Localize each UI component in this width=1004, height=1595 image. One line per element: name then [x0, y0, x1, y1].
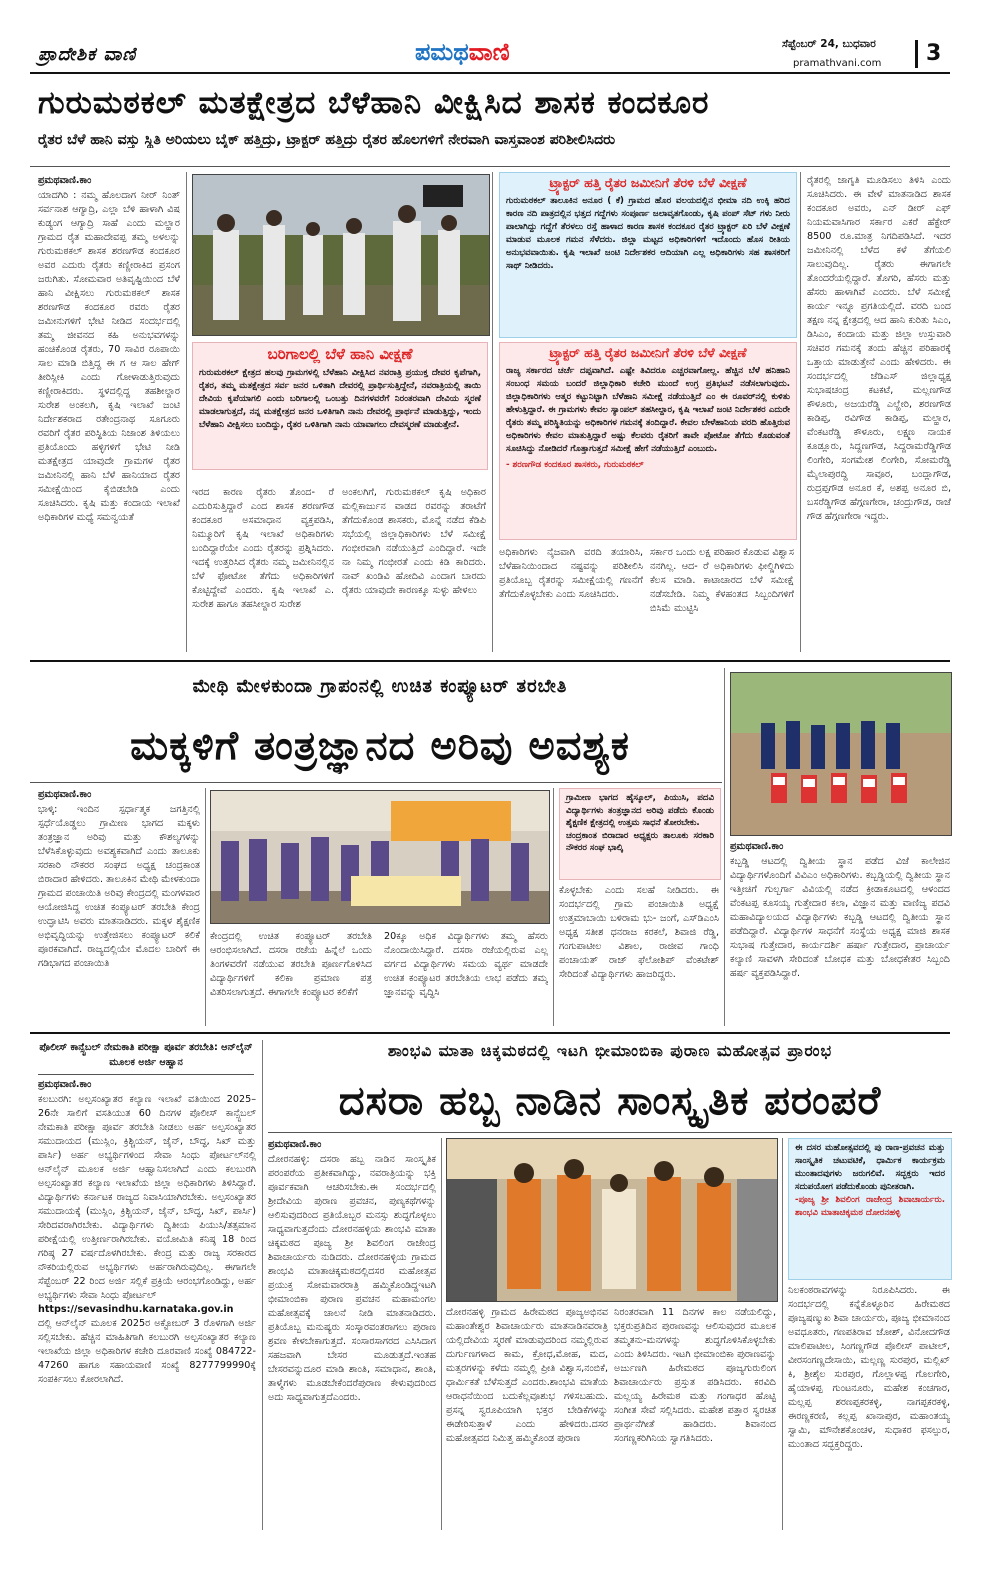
tractor-box-attribution: - ಶರಣಗೌಡ ಕಂದಕೂರ ಶಾಸಕರು, ಗುರುಮಠಕಲ್	[506, 460, 644, 470]
story2-body-1: ಭಾಳ್ಕಿ: ಇಂದಿನ ಸ್ಪರ್ಧಾತ್ಮಕ ಜಗತ್ತಿನಲ್ಲಿ ಸ್ಪರ್ಧೆಯೊಡ್ಡಲು ಗ್ರಾಮೀಣ ಭಾಗದ ಮಕ್ಕಳು ತಂತ್ರಜ್ಞಾನ ಅರಿವು ಮತ್ತು ಕೌಶಲ್ಯಗಳನ್ನು ಬೆಳೆಸಿಕೊಳ್ಳುವುದು ಅವಶ್ಯಕವಾಗಿದೆ ಎಂದು ತಾಲೂಕು ಸರಕಾರಿ ನೌಕರರ ಸಂಘದ ಅಧ್ಯಕ್ಷ ಚಂದ್ರಕಾಂತ ಬಿರಾದಾರ ಹೇಳಿದರು. ತಾಲೂಕಿನ ಮೇಥಿ ಮೇಳಕುಂದಾ ಗ್ರಾಮದ ಪಂಚಾಯಿತಿ ಅರಿವು ಕೇಂದ್ರದಲ್ಲಿ ಮಂಗಳವಾರ ಆಯೋಜಿಸಿದ್ದ ಉಚಿತ ಕಂಪ್ಯೂಟರ್ ತರಬೇತಿ ಕೇಂದ್ರ ಉದ್ಘಾಟಿಸಿ ಅವರು ಮಾತನಾಡಿದರು. ಮಕ್ಕಳ ಶೈಕ್ಷಣಿಕ ಅಭಿವೃದ್ಧಿಯನ್ನು ಉತ್ತೇಜಿಸಲು ಕಂಪ್ಯೂಟರ್ ಕಲಿಕೆ ಪೂರಕವಾಗಿದೆ. ರಾಜ್ಯದಲ್ಲಿಯೇ ಮೊದಲ ಬಾರಿಗೆ ಈ ಗಡಿಭಾಗದ ಪಂಚಾಯಿತಿ	[38, 804, 200, 969]
edition-label: ಪ್ರಾದೇಶಿಕ ವಾಣಿ	[38, 44, 137, 65]
story3-text	[730, 840, 950, 1026]
story1-crop-inspection-photo	[192, 174, 490, 336]
story1-tractor-box	[499, 342, 797, 540]
story3-dateline: ಪ್ರಮಥವಾಣಿ.ಕಾಂ	[730, 841, 784, 852]
story5-body-1: ದೋರನಹಳ್ಳಿ: ದಸರಾ ಹಬ್ಬ ನಾಡಿನ ಸಾಂಸ್ಕೃತಿಕ ಪರಂಪರೆಯ ಪ್ರತೀಕವಾಗಿದ್ದು, ನವರಾತ್ರಿಯನ್ನು ಭಕ್ತಿ ಪೂರ್ವಕವಾಗಿ ಆಚರಿಸಬೇಕು.ಈ ಸಂದರ್ಭದಲ್ಲಿ ಶ್ರೀದೇವಿಯ ಪುರಾಣ ಪ್ರವಚನ, ಪುಣ್ಯಕಥೆಗಳನ್ನು ಆಲಿಸುವುದರಿಂದ ಪ್ರತಿಯೊಬ್ಬರ ಮನಸ್ಸು ಶುದ್ಧಗೊಳ್ಳಲು ಸಾಧ್ಯವಾಗುತ್ತದೆಂದು ದೋರನಹಳ್ಳಿಯ ಶಾಂಭವಿ ಮಾತಾ ಚಿಕ್ಕಮಠದ ಪೂಜ್ಯ ಶ್ರೀ ಶಿವಲಿಂಗ ರಾಜೇಂದ್ರ ಶಿವಾಚಾರ್ಯರು ನುಡಿದರು. ದೋರನಹಳ್ಳಿಯ ಗ್ರಾಮದ ಶಾಂಭವಿ ಮಾತಾಚಿಕ್ಕಮಠದಲ್ಲಿದಸರ ಮಹೋತ್ಸವ ಪ್ರಯುಕ್ತ ಸೋಮವಾರರಾತ್ರಿ ಹಮ್ಮಿಕೊಂಡಿದ್ದಇಟಗಿ ಭೀಮಾಂಬಿಕಾ ಪುರಾಣ ಪ್ರವಚನ ಮಹಾಮಂಗಲ ಮಹೋತ್ಸವಕ್ಕೆ ಚಾಲನೆ ನೀಡಿ ಮಾತನಾಡಿದರು. ಪ್ರತಿಯೊಬ್ಬ ಮನುಷ್ಯರು ಸಂಸ್ಕಾರವಂತರಾಗಲು ಪುರಾಣ ಶ್ರವಣ ಕೇಳಬೇಕಾಗುತ್ತದೆ. ಸಂಸಾರಸಾಗರದ ಎಸಿಸಿದಾಗ ಸಹಜವಾಗಿ ಬೇಸರ ಮೂಡುತ್ತದೆ.ಇಂತಹ ಬೇಸರವನ್ನುದೂರ ಮಾಡಿ ಶಾಂತಿ, ಸಮಾಧಾನ, ಶಾಂತಿ, ತಾಳ್ಮೆಗಳು ಮೂಡಬೇಕೆಂದರೆಪುರಾಣ ಕೇಳುವುದರಿಂದ ಅದು ಸಾಧ್ಯವಾಗುತ್ತದೆಎಂದರು.	[268, 1154, 436, 1403]
newspaper-logo	[415, 38, 510, 66]
story5-kicker: ಶಾಂಭವಿ ಮಾತಾ ಚಿಕ್ಕಮಠದಲ್ಲಿ ಇಟಗಿ ಭೀಮಾಂಬಿಕಾ ಪುರಾಣ ಮಹೋತ್ಸವ ಪ್ರಾರಂಭ	[387, 1042, 833, 1060]
story5-column-2: ದೋರನಹಳ್ಳಿ ಗ್ರಾಮದ ಹಿರೇಮಠದ ಪೂಜ್ಯಅಭಿನವ ಮಹಾಂತೇಶ್ವರ ಶಿವಾಚಾರ್ಯರು ಮಾತನಾಡಿನವರಾತ್ರಿ ಯಲ್ಲಿದೇವಿಯ ಸ್ಮರಣೆ ಮಾಡುವುದರಿಂದ ನಮ್ಮಲ್ಲಿರುವ ದುರ್ಗುಣಗಳಾದ ಕಾಮ, ಕ್ರೋಧ,ಮೋಹ, ಮದ, ಮತ್ಸರಗಳನ್ನು ಕಳೆದು ನಮ್ಮಲ್ಲಿ ಪ್ರೀತಿ ವಿಶ್ವಾಸ,ನಂಬಿಕೆ, ಧಾರ್ಮಿಕತೆ ಬೆಳೆಸುತ್ತದೆ ಎಂದರು.ಶಾಂಭವಿ ಮಾತೆಯ ಆರಾಧನೆಯಿಂದ ಬದುಕೆಲ್ಲವೂಶುಭ ಗಳಿಸಬಹುದು. ಪ್ರಸನ್ನ ಸ್ವರೂಪಿಯಾಗಿ ಭಕ್ತರ ಬೇಡಿಕೆಗಳನ್ನು ಈಡೇರಿಸುತ್ತಾಳೆ ಎಂದು ಹೇಳಿದರು.ದಸರ ಮಹೋತ್ಸವದ ನಿಮಿತ್ತ ಹಮ್ಮಿಕೊಂಡ ಪುರಾಣ	[446, 1307, 608, 1444]
story2-quote-box	[559, 788, 721, 880]
story5-quote-text: ಈ ದಸರ ಮಹೋತ್ಸವದಲ್ಲಿ ಪು ರಾಣ-ಪ್ರವಚನ ಮತ್ತು ಸಾಂಸ್ಕೃತಿಕ ಚಟುವಟಿಕೆ, ಧಾರ್ಮಿಕ ಕಾರ್ಯಕ್ರಮ ಮುಂತಾದವುಗಳು ಜರುಗಲಿವೆ. ಸದ್ಭಕ್ತರು ಇದರ ಸದುಪಯೋಗ ಪಡೆದುಕೊಂಡು ಪುನೀತರಾಗಿ.	[795, 1143, 945, 1192]
tractor-box-text: ರಾಜ್ಯ ಸರ್ಕಾರದ ಚರ್ಚೆ ದಪ್ಪವಾಗಿದೆ. ಎಷ್ಟೇ ತಿವಿದರೂ ಎಚ್ಚರವಾಗೋಲ್ಲ. ಹೆಚ್ಚಿನ ಬೆಳೆ ಹನಿಹಾನಿ ಸಂಬಂಧ ಸಮಯ ಬಂದರೆ ಜಿಲ್ಲಾಧಿಕಾರಿ ಕಚೇರಿ ಮುಂದೆ ಉಗ್ರ ಪ್ರತಿಭಟನೆ ನಡೆಸಲಾಗುವುದು. ಜಿಲ್ಲಾಧಿಕಾರಿಗಳು ಆತ್ಮರ ಕಟ್ಟುನಿಟ್ಟಾಗಿ ಬೆಳೆಹಾನಿ ಸಮೀಕ್ಷೆ ನಡೆಯುತ್ತಿದೆ ಎಂ ಈ ರೂವರ್‌ನಲ್ಲಿ ಕುಳಿತು ಹೇಳುತ್ತಿದ್ದಾರೆ. ಈ ಗ್ರಾಮಗಳು ಕೇವಲ ಸ್ಯಾಂಪಲ್ ತಹಸೀಲ್ದಾರ, ಕೃಷಿ ಇಲಾಖೆ ಜಂಟಿ ನಿರ್ದೇಶಕರ ಎದುರೇ ರೈತರು ತಮ್ಮ ಪರಿಸ್ಥಿತಿಯನ್ನು ಅಧಿಕಾರಿಗಳ ಗಮನಕ್ಕೆ ತಂದಿದ್ದಾರೆ. ಕೇವಲ ಬೇಳೆಹಾನಿಯ ವರದಿ ಹೊತ್ತಿರುವ ಅಧಿಕಾರಿಗಳು ಕೇವಲ ಮಾತುತ್ತಿದ್ದಾರೆ ಅಷ್ಟು ಕೆಲವರು ರೈತರಿಗೆ ತಾವೇ ಪೋಟೋ ತೆಗೆದು ಕೊಡುವಂತೆ ಸೂಚಿಸಿದ್ದು ನೋಡಿದರೆ ಗೊತ್ತಾಗುತ್ತದೆ ಸಮೀಕ್ಷೆ ಹೇಗೆ ನಡೆಯುತ್ತಿದೆ ಎಂಬುದು.	[506, 366, 790, 454]
story1-column-4: ಅಧಿಕಾರಿಗಳು ನೈಜವಾಗಿ ವರದಿ ತಯಾರಿಸಿ, ಬೆಳೆಹಾನಿಯಿಂದಾದ ನಷ್ಟವನ್ನು ಪರಿಶೀಲಿಸಿ ಪ್ರತಿಯೊಬ್ಬ ರೈತರನ್ನು ಸಮೀಕ್ಷೆಯಲ್ಲಿ ಗಣನೆಗೆ ತೆಗೆದುಕೊಳ್ಳಬೇಕು ಎಂದು ಸೂಚಿಸಿದರು.	[499, 547, 643, 600]
story1-subheadline: ರೈತರ ಬೆಳೆ ಹಾನಿ ವಸ್ತು ಸ್ಥಿತಿ ಅರಿಯಲು ಬೈಕ್ ಹತ್ತಿದ್ರು, ಟ್ರಾಕ್ಟರ್ ಹತ್ತಿದ್ರು ರೈತರ ಹೊಲಗಳಿಗೆ ನೇರವಾಗಿ ವಾಸ್ತವಾಂಶ ಪರಿಶೀಲಿಸಿದರು	[38, 132, 616, 148]
story2-column-4: ಕೊಳ್ಳಬೇಕು ಎಂದು ಸಲಹೆ ನೀಡಿದರು. ಈ ಸಂದರ್ಭದಲ್ಲಿ ಗ್ರಾಮ ಪಂಚಾಯಿತಿ ಅಧ್ಯಕ್ಷೆ ಉತ್ತಮಾಬಾಯಿ ಬಳಿರಾಮ ಭು- ಜಂಗೆ, ಎಸ್‌ಡಿಎಂಸಿ ಅಧ್ಯಕ್ಷ ಸತೀಶ ಧನರಾಜ ಕರಕಲೆ, ಶಿವಾಜಿ ರೆಡ್ಡಿ, ಗಂಗುಪಾಟೀಲ ವಿಶಾಲ, ರಾಜೀವ ಗಾಂಧಿ ಪಂಚಾಯತ್ ರಾಜ್ ಫೆಲೋಶಿಪ್ ವೆಂಕಟೇಶ್ ಸೇರಿದಂತೆ ವಿದ್ಯಾರ್ಥಿಗಳು ಹಾಜರಿದ್ದರು.	[559, 885, 719, 980]
story1-column-3: ಅಂಕಲಗಿಗೆ, ಗುರುಮಠಕಲ್ ಕೃಷಿ ಅಧಿಕಾರ ಮಲ್ಲಿಕಾರ್ಜುನ ವಾಡದ ರವರನ್ನು ತರಾಟೆಗೆ ತೆಗೆದುಕೊಂಡ ಶಾಸಕರು, ಮೊನ್ನೆ ನಡೆದ ಕೆಡಿಪಿ ಸಭೆಯಲ್ಲಿ ಜಿಲ್ಲಾಧಿಕಾರಿಗಳು ಬೆಳೆ ಸಮೀಕ್ಷೆ ಗಂಭೀರವಾಗಿ ನಡೆಯುತ್ತಿದೆ ಎಂದಿದ್ದಾರೆ. ಇದೇ ನಾ ನಿಮ್ಮ ಗಂಭೀರತೆ ಎಂದು ಕಿಡಿ ಕಾರಿದರು. ನಾವ್ ಖಂಡಿವಿ ಹೋದಿವಿ ಎಂದಾಗ ಬಾರದು ರೈತರು ಯಾವುದೇ ಕಾರಣಕ್ಕೂ ಸುಳ್ಳು ಹೇಳಲು	[342, 487, 486, 596]
blue-box-title: ಟ್ರ್ಯಾಕ್ಟರ್ ಹತ್ತಿ ರೈತರ ಜಮೀನಿಗೆ ತೆರಳಿ ಬೆಳೆ ವೀಕ್ಷಣೆ	[549, 175, 747, 190]
story1-column-5: ಸರ್ಕಾರ ಒಂದು ಲಕ್ಷ ಪರಿಹಾರ ಕೊಡುವ ವಿಶ್ವಾಸ ನನಗಿಲ್ಲ. ಆದ- ರೆ ಅಧಿಕಾರಿಗಳು ಫೀಲ್ಡಿಗಿಳಿದು ಕೆಲಸ ಮಾಡಿ. ಕಾಟಾಚಾರದ ಬೆಳೆ ಸಮೀಕ್ಷೆ ನಡೆಸಬೇಡಿ. ನಿಮ್ಮ ಕೆಳಹಂತದ ಸಿಬ್ಬಂದಿಗಳಿಗೆ ಬಿಸಿಮೆ ಮುಟ್ಟಿಸಿ	[650, 547, 794, 614]
story4-url[interactable]: https://sevasindhu.karnataka.gov.in	[38, 1304, 234, 1315]
page-number: 3	[915, 40, 941, 68]
logo-part-pamatha: ಪಮಥ	[415, 38, 469, 66]
story5-column-1	[268, 1138, 436, 1528]
story1-body-1: ಯಾದಗಿರಿ : ನಮ್ಮ ಹೊಲದಾಗ ನೀರ್ ನಿಂತ್ ಸರ್ವನಾಶ ಆಗ್ಯಾದ್ರಿ, ಎಲ್ಲಾ ಬೆಳಿ ಹಾಳಾಗಿ ವಿಷ ಕುಡ್ಯಂಗ ಆಗ್ಯಾದ್ರಿ ಸಾಹೆ ಎಂದು ಮಲ್ಹಾರ ಗ್ರಾಮದ ರೈತ ಮಹಾದೇವಪ್ಪ ತಮ್ಮ ಅಳಲನ್ನು ಗುರುಮಠಕಲ್ ಶಾಸಕ ಶರಣಗೌಡ ಕಂದಕೂರ ಅವರ ಎದುರು ರೈತರು ಕಣ್ಣೀರಾಕಿದ ಪ್ರಸಂಗ ಜರುಗಿತು. ಸೋಮವಾರ ಅತಿವೃಷ್ಟಿಯಿಂದ ಬೆಳೆ ಹಾನಿ ವೀಕ್ಷಿಸಲು ಗುರುಮಠಕಲ್ ಶಾಸಕ ಶರಣಗೌಡ ಕಂದಕೂರ ರವರು ರೈತರ ಜಮೀನುಗಳಿಗೆ ಭೇಟಿ ನೀಡಿದ ಸಂದರ್ಭದಲ್ಲಿ ತಮ್ಮ ಜೀವನದ ಕಹಿ ಅನುಭವಗಳನ್ನು ಹಂಚಿಕೊಂಡ ರೈತರು, 70 ಸಾವಿರ ರೂಪಾಯಿ ಸಾಲ ಮಾಡಿ ಬಿತ್ತಿದ್ದ ಈ ಗ ಆ ಸಾಲ ಹೇಗ್ ತೀರಿಸ್ಲೀಕಿ ಎಂದು ಗೋಳಾಡುತ್ತಿರುವುದು ಕಣ್ಣೀರಾಕಿದರು. ಸ್ಥಳದಲ್ಲಿದ್ದ ತಹಶೀಲ್ದಾರ ಸುರೇಶ ಅಂಕಲಗಿ, ಕೃಷಿ ಇಲಾಖೆ ಜಂಟಿ ನಿರ್ದೇಶಕರಾದ ರತೇಂದ್ರನಾಥ ಸೂಗೂರು ರವರಿಗೆ ರೈತರ ಪರಿಸ್ಥಿತಿಯ ನಿಜಾಂಶ ತಿಳಿಯಲು ಪ್ರತಿಯೊಂದು ಹಳ್ಳಿಗಳಿಗೆ ಭೇಟಿ ನೀಡಿ ಮತಕ್ಷೇತ್ರದ ಯಾವುದೇ ಗ್ರಾಮಗಳ ರೈತರ ಜಮೀನಿನಲ್ಲಿ ಹಾನಿ ಬೆಳೆ ಹಾನಿಯಾದ ರೈತರ ಸಮೀಕ್ಷೆಯಿಂದ ಕೈಬಿಡಬೇಡಿ ಎಂದು ಸೂಚಿಸಿದರು. ಕೃಷಿ ಮತ್ತು ಕಂದಾಯ ಇಲಾಖೆ ಅಧಿಕಾರಿಗಳ ಮಧ್ಯೆ ಸಮನ್ವಯತೆ	[38, 190, 180, 523]
story2-dateline: ಪ್ರಮಥವಾಣಿ.ಕಾಂ	[38, 789, 92, 800]
story5-quote-box	[788, 1138, 952, 1280]
blue-box-text: ಗುರುಮಠಕಲ್ ತಾಲೂಕಿನ ಅನೂರ ( ಕೆ) ಗ್ರಾಮದ ಹೊರ ವಲಯದಲ್ಲಿನ ಭೀಮಾ ನದಿ ಉಕ್ಕಿ ಹರಿದ ಕಾರಣ ನದಿ ಪಾತ್ರದಲ್ಲಿನ ಭತ್ತದ ಗದ್ದೆಗಳು ಸಂಪೂರ್ಣ ಜಲಾವೃತಗೊಂಡು, ಕೃಷಿ ಪಂಪ್ ಸೆಟ್ ಗಳು ನೀರು ಪಾಲಾಗಿದ್ದು ಗದ್ದೆಗೆ ತೆರಳಲು ರಸ್ತೆ ಹಾಳಾದ ಕಾರಣ ಶಾಸಕ ಕಂದಕೂರ ರೈತರ ಟ್ರ್ಯಾಕ್ಟರ್ ಏರಿ ಬೆಳೆ ವೀಕ್ಷಣೆ ಮಾಡುವ ಮೂಲಕ ಗಮನ ಸೆಳೆದರು. ಜಿಲ್ಲಾ ಮಟ್ಟದ ಅಧಿಕಾರಿಗಳಿಗೆ ಇದೊಂದು ಹೊಸ ರೀತಿಯ ಅನುಭವವಾಯಿತು. ಕೃಷಿ ಇಲಾಖೆ ಜಂಟಿ ನಿರ್ದೇಶಕರ ಆದಿಯಾಗಿ ಎಲ್ಲ ಅಧಿಕಾರಿಗಳು ಸಹ ಶಾಸಕರಿಗೆ ಸಾಥ್ ನೀಡಿದರು.	[506, 196, 790, 271]
story4-dateline: ಪ್ರಮಥವಾಣಿ.ಕಾಂ	[38, 1079, 92, 1090]
story2-computer-training-photo	[210, 790, 550, 924]
story5-dateline: ಪ್ರಮಥವಾಣಿ.ಕಾಂ	[268, 1139, 322, 1150]
story4-body	[38, 1078, 256, 1522]
story5-ceremony-photo	[446, 1138, 778, 1302]
story1-column-2: ಇರದ ಕಾರಣ ರೈತರು ತೊಂದ- ರೆ ಎದುರಿಸುತ್ತಿದ್ದಾರೆ ಎಂದ ಶಾಸಕ ಶರಣಗೌಡ ಕಂದಕೂರ ಅಸಮಾಧಾನ ವ್ಯಕ್ತಪಡಿಸಿ, ನಿಮ್ಮೂರಿಗೆ ಕೃಷಿ ಇಲಾಖೆ ಅಧಿಕಾರಿಗಳು ಬಂದಿದ್ದಾರೆಯೇ ಎಂದು ರೈತರನ್ನು ಪ್ರಶ್ನಿಸಿದರು. ಇದಕ್ಕೆ ಉತ್ತರಿಸಿದ ರೈತರು ನಮ್ಮ ಜಮೀನಿನಲ್ಲಿನ ಬೆಳೆ ಫೋಟೋ ತೆಗೆದು ಅಧಿಕಾರಿಗಳಿಗೆ ಕೊಟ್ಟಿದ್ದೇವೆ ಎಂದರು. ಕೃಷಿ ಇಲಾಖೆ ಎ. ಸುರೇಶ ಹಾಗೂ ತಹಸೀಲ್ದಾರ ಸುರೇಶ	[192, 487, 334, 610]
story2-kicker: ಮೇಥಿ ಮೇಳಕುಂದಾ ಗ್ರಾಪಂನಲ್ಲಿ ಉಚಿತ ಕಂಪ್ಯೂಟರ್ ತರಬೇತಿ	[192, 676, 568, 697]
story5-column-4: ನಿಲಕಂಠರಾವಗಳನ್ನು ನಿರೂಪಿಸಿದರು. ಈ ಸಂದರ್ಭದಲ್ಲಿ ಕನ್ನೆಕೊಳ್ಳೂರಿನ ಹಿರೇಮಠದ ಪೂಜ್ಯಷಣ್ಮುಖ ಶಿವಾ ಚಾರ್ಯರು, ಪೂಜ್ಯ ಭೀಮಾನಂದ ಅವಧೂತರು, ಗಣಪತಿರಾವ ಜೋಶ್, ವಿನೋದಗೌಡ ಮಾಲಿಪಾಟೀಲ, ಸಿಂಗಣ್ಣಗೌಡ ಪೊಲೀಸ್ ಪಾಟೀಲ್, ವೀರಸಂಗಣ್ಣದೇಸಾಯಿ, ಮಲ್ಲಣ್ಣ ಸುರಪುರ, ಮಲ್ಲಿಖ್ ಕಿ, ಶ್ರೀಶೈಲ ಸುರಪುರ, ಗೊಲ್ಲಾಳಪ್ಪ ಗೊಲಗೇರಿ, ಹೈಯಾಳಪ್ಪ ಗುಂಟನೂರು, ಮಹೇಶ ಕಂಚಗಾರ, ಮಲ್ಲಪ್ಪ ಶರಣಪ್ಪಕರಕಳ್ಳಿ, ನಾಗಪ್ಪಕರಕಳ್ಳಿ, ಈರಣ್ಣಕರಣಿ, ಕಲ್ಲಪ್ಪ ಖಾನಾಪುರ, ಮಹಾಂತಯ್ಯ ಸ್ವಾಮಿ, ಮೌನೇಶಕೊಂಚಳ, ಸುಧಾಕರ ಫಸಲ್ಪುರ, ಮುಂತಾದ ಸದ್ಭಕ್ತರಿದ್ದರು.	[788, 1285, 950, 1450]
story1-blue-box	[499, 172, 797, 338]
story2-quote-text: ಗ್ರಾಮೀಣ ಭಾಗದ ಹೈಸ್ಕೂಲ್, ಪಿಯುಸಿ, ಪದವಿ ವಿದ್ಯಾರ್ಥಿಗಳು ತಂತ್ರಜ್ಞಾನದ ಅರಿವು ಪಡೆದು ಕೊಂಡು ಶೈಕ್ಷಣಿಕ ಕ್ಷೇತ್ರದಲ್ಲಿ ಉತ್ತಮ ಸಾಧನೆ ತೋರಬೇಕು.	[566, 793, 714, 828]
story2-headline: ಮಕ್ಕಳಿಗೆ ತಂತ್ರಜ್ಞಾನದ ಅರಿವು ಅವಶ್ಯಕ	[130, 723, 630, 769]
story1-pink-box	[192, 342, 488, 470]
story1-dateline: ಪ್ರಮಥವಾಣಿ.ಕಾಂ	[38, 175, 92, 186]
story1-headline: ಗುರುಮಠಕಲ್ ಮತಕ್ಷೇತ್ರದ ಬೆಳೆಹಾನಿ ವೀಕ್ಷಿಸಿದ ಶಾಸಕ ಕಂದಕೂರ	[38, 85, 710, 121]
story2-column-2: ಕೇಂದ್ರದಲ್ಲಿ ಉಚಿತ ಕಂಪ್ಯೂಟರ್ ತರಬೇತಿ ಆರಂಭಿಸಲಾಗಿದೆ. ದಸರಾ ರಜೆಯ ಹಿನ್ನೆಲೆ ಒಂದು ತಿಂಗಳವರೆಗೆ ನಡೆಯುವ ತರಬೇತಿ ಪೂರ್ಣಗೊಳಿಸಿದ ವಿದ್ಯಾರ್ಥಿಗಳಿಗೆ ಕಲಿಕಾ ಪ್ರಮಾಣ ಪತ್ರ ವಿತರಿಸಲಾಗುತ್ತದೆ. ಈಗಾಗಲೇ ಕಂಪ್ಯೂಟರ ಕಲಿಕೆಗೆ	[210, 931, 372, 998]
story4-text-a: ಕಲಬುರಗಿ: ಅಲ್ಪಸಂಖ್ಯಾತರ ಕಲ್ಯಾಣ ಇಲಾಖೆ ವತಿಯಿಂದ 2025–26ನೇ ಸಾಲಿಗೆ ವಸತಿಯುತ 60 ದಿನಗಳ ಪೊಲೀಸ್ ಕಾನ್ಸ್ಟೆಬಲ್ ನೇಮಕಾತಿ ಪರೀಕ್ಷಾ ಪೂರ್ವ ತರಬೇತಿ ನೀಡಲು ಅರ್ಹ ಅಲ್ಪಸಂಖ್ಯಾತರ ಸಮುದಾಯದ (ಮುಸ್ಲಿಂ, ಕ್ರಿಶ್ಚಿಯನ್, ಜೈನ್, ಬೌದ್ಧ, ಸಿಖ್ ಮತ್ತು ಪಾರ್ಸಿ) ಅರ್ಹ ಅಭ್ಯರ್ಥಿಗಳಿಂದ ಸೇವಾ ಸಿಂಧು ಪೋರ್ಟಲ್‌ನಲ್ಲಿ ಆನ್‌ಲೈನ್ ಮೂಲಕ ಅರ್ಜಿ ಆಹ್ವಾನಿಸಲಾಗಿದೆ ಎಂದು ಕಲಬುರಗಿ ಅಲ್ಪಸಂಖ್ಯಾತರ ಕಲ್ಯಾಣ ಇಲಾಖೆಯ ಜಿಲ್ಲಾ ಅಧಿಕಾರಿಗಳು ತಿಳಿಸಿದ್ದಾರೆ. ವಿದ್ಯಾರ್ಥಿಗಳು ಕರ್ನಾಟಕ ರಾಜ್ಯದ ನಿವಾಸಿಯಾಗಿರಬೇಕು. ಅಲ್ಪಸಂಖ್ಯಾತರ ಸಮುದಾಯಕ್ಕೆ (ಮುಸ್ಲಿಂ, ಕ್ರಿಶ್ಚಿಯನ್, ಜೈನ್, ಬೌದ್ಧ, ಸಿಖ್, ಪಾರ್ಸಿ) ಸೇರಿದವರಾಗಿರಬೇಕು. ವಿದ್ಯಾರ್ಥಿಗಳು ದ್ವಿತೀಯ ಪಿಯುಸಿ/ತತ್ಸಮಾನ ಪರೀಕ್ಷೆಯಲ್ಲಿ ಉತ್ತೀರ್ಣರಾಗಿರಬೇಕು. ವಯೋಮಿತಿ ಕನಿಷ್ಠ 18 ರಿಂದ ಗರಿಷ್ಠ 27 ವರ್ಷದೊಳಗಿರಬೇಕು. ಕೇಂದ್ರ ಮತ್ತು ರಾಜ್ಯ ಸರಕಾರದ ನೌಕರಿಯಲ್ಲಿರುವ ಅಭ್ಯರ್ಥಿಗಳು ಅರ್ಹರಾಗಿರುವುದಿಲ್ಲ. ಈಗಾಗಲೇ ಸೆಪ್ಟೆಂಬರ್ 22 ರಿಂದ ಅರ್ಜಿ ಸಲ್ಲಿಕೆ ಪ್ರಕ್ರಿಯೆ ಆರಂಭಗೊಂಡಿದ್ದು, ಅರ್ಹ ಅಭ್ಯರ್ಥಿಗಳು ಸೇವಾ ಸಿಂಧು ಪೋರ್ಟಲ್	[38, 1094, 256, 1301]
kabaddi-team-photo	[730, 672, 952, 836]
website-link[interactable]: pramathvani.com	[793, 58, 882, 69]
logo-part-vani: ವಾಣಿ	[468, 38, 510, 66]
tractor-box-title: ಟ್ರ್ಯಾಕ್ಟರ್ ಹತ್ತಿ ರೈತರ ಜಮೀನಿಗೆ ತೆರಳಿ ಬೆಳೆ ವೀಕ್ಷಣೆ	[549, 345, 747, 360]
story4-text-b: ದಲ್ಲಿ ಆನ್‌ಲೈನ್ ಮೂಲಕ 2025ರ ಅಕ್ಟೋಬರ್ 3 ರೊಳಗಾಗಿ ಅರ್ಜಿ ಸಲ್ಲಿಸಬೇಕು. ಹೆಚ್ಚಿನ ಮಾಹಿತಿಗಾಗಿ ಕಲಬುರಗಿ ಅಲ್ಪಸಂಖ್ಯಾತರ ಕಲ್ಯಾಣ ಇಲಾಖೆಯ ಜಿಲ್ಲಾ ಅಧಿಕಾರಿಗಳ ಕಚೇರಿ ದೂರವಾಣಿ ಸಂಖ್ಯೆ 084722-47260 ಹಾಗೂ ಸಹಾಯವಾಣಿ ಸಂಖ್ಯೆ 8277799990ಕ್ಕೆ ಸಂಪರ್ಕಿಸಲು ಕೋರಲಾಗಿದೆ.	[38, 1318, 256, 1385]
story2-quote-attribution: ಚಂದ್ರಕಾಂತ ಬಿರಾದಾರ ಅಧ್ಯಕ್ಷರು ತಾಲೂಕು ಸರಕಾರಿ ನೌಕರರ ಸಂಘ ಭಾಲ್ಕಿ	[566, 830, 714, 853]
issue-date: ಸೆಪ್ಟೆಂಬರ್ 24, ಬುಧವಾರ	[782, 38, 876, 50]
story2-column-1	[38, 788, 200, 1024]
story2-column-3: 20ಕ್ಕೂ ಅಧಿಕ ವಿದ್ಯಾರ್ಥಿಗಳು ತಮ್ಮ ಹೆಸರು ನೊಂದಾಯಿಸಿದ್ದಾರೆ. ದಸರಾ ರಜೆಯಲ್ಲಿರುವ ಎಲ್ಲ ವರ್ಗದ ವಿದ್ಯಾರ್ಥಿಗಳು ಸಮಯ ವ್ಯರ್ಥ ಮಾಡದೇ ಉಚಿತ ಕಂಪ್ಯೂಟರ ತರಬೇತಿಯ ಲಾಭ ಪಡೆದು ತಮ್ಮ ಜ್ಞಾನವನ್ನು ವೃದ್ಧಿಸಿ	[384, 931, 548, 998]
pink-box-title: ಬರಿಗಾಲಲ್ಲಿ ಬೆಳೆ ಹಾನಿ ವೀಕ್ಷಣೆ	[267, 345, 413, 363]
story1-column-1	[38, 174, 180, 652]
story5-headline: ದಸರಾ ಹಬ್ಬ ನಾಡಿನ ಸಾಂಸ್ಕೃತಿಕ ಪರಂಪರೆ	[338, 1078, 882, 1124]
story5-quote-attribution: -ಪೂಜ್ಯ ಶ್ರೀ ಶಿವಲಿಂಗ ರಾಜೇಂದ್ರ ಶಿವಾಚಾರ್ಯರು. ಶಾಂಭವಿ ಮಾತಾಚಿಕ್ಕಮಠ ದೋರನಹಳ್ಳಿ	[795, 1195, 945, 1218]
story3-body: ಕಬ್ಬಡ್ಡಿ ಆಟದಲ್ಲಿ ದ್ವಿತೀಯ ಸ್ಥಾನ ಪಡೆದ ವಿಜೆ ಕಾಲೇಜಿನ ವಿದ್ಯಾರ್ಥಿಗಳೊಂದಿಗೆ ವಿವಿಎಂ ಅಧಿಕಾರಿಗಳು. ಕಬ್ಬಡ್ಡಿಯಲ್ಲಿ ದ್ವಿತೀಯ ಸ್ಥಾನ ಇತ್ತೀಚಿಗೆ ಗುಲ್ಬರ್ಗಾ ವಿವಿಯಲ್ಲಿ ನಡೆದ ಕ್ರೀಡಾಕೂಟದಲ್ಲಿ ಆಳಂದದ ವೆಂಕಟಪ್ಪ ಕೂಸಯ್ಯ ಗುತ್ತೇದಾರ ಕಲಾ, ವಿಜ್ಞಾನ ಮತ್ತು ವಾಣಿಜ್ಯ ಪದವಿ ಮಹಾವಿದ್ಯಾಲಯದ ವಿದ್ಯಾರ್ಥಿಗಳು ಕಬ್ಬಡ್ಡಿ ಆಟದಲ್ಲಿ ದ್ವಿತೀಯ ಸ್ಥಾನ ಪಡೆದಿದ್ದಾರೆ. ವಿದ್ಯಾರ್ಥಿಗಳ ಸಾಧನೆಗೆ ಸಂಸ್ಥೆಯ ಅಧ್ಯಕ್ಷ ಮಾಜಿ ಶಾಸಕ ಸುಭಾಷ ಗುತ್ತೇದಾರ, ಕಾರ್ಯದರ್ಶಿ ಹರ್ಷಾ ಗುತ್ತೇದಾರ, ಪ್ರಾಚಾರ್ಯ ಕಲ್ಯಾಣಿ ಸಾವಳಗಿ ಸೇರಿದಂತೆ ಬೋಧಕ ಮತ್ತು ಬೋಧಕೇತರ ಸಿಬ್ಬಂದಿ ಹರ್ಷ ವ್ಯಕ್ತಪಡಿಸಿದ್ದಾರೆ.	[730, 856, 950, 979]
story5-column-3: ನಿರಂತರವಾಗಿ 11 ದಿನಗಳ ಕಾಲ ನಡೆಯಲಿದ್ದು, ಭಕ್ತರುಪ್ರತಿದಿನ ಪುರಾಣವನ್ನು ಆಲಿಸುವುದರ ಮೂಲಕ ತಮ್ಮತನು-ಮನಗಳನ್ನು ಶುದ್ಧಗೊಳಿಸಿಕೊಳ್ಳಬೇಕು ಎಂದು ತಿಳಿಸಿದರು. ಇಟಗಿ ಭೀಮಾಂಬಿಕಾ ಪುರಾಣವನ್ನು ಅರ್ಜುಣಗಿ ಹಿರೇಮಠದ ಪೂಜ್ಯಗುರುಲಿಂಗ ಶಿವಾಚಾರ್ಯರು ಪ್ರಸ್ತುತ ಪಡಿಸಿದರು. ಕರವಿದಿ ಮಲ್ಲಯ್ಯ ಹಿರೇಮಠ ಮತ್ತು ಗಂಗಾಧರ ಹೊಟ್ಟಿ ಸಂಗೀತ ಸೇವೆ ಸಲ್ಲಿಸಿದರು. ಮಹೇಶ ಪತ್ತಾರ ಸ್ವರಚಿತ ಪ್ರಾರ್ಥನೆಗೀತೆ ಹಾಡಿದರು. ಶಿವಾನಂದ ಸಂಗಣ್ಣಕರಿಗಿನಿಯ ಸ್ವಾಗತಿಸಿದರು.	[614, 1307, 776, 1444]
story4-title: ಪೊಲೀಸ್ ಕಾನ್ಸ್ಟೆಬಲ್ ನೇಮಕಾತಿ ಪರೀಕ್ಷಾ ಪೂರ್ವ ತರಬೇತಿ: ಆನ್‌ಲೈನ್ ಮೂಲಕ ಅರ್ಜಿ ಆಹ್ವಾನ	[39, 1042, 253, 1068]
pink-box-text: ಗುರುಮಠಕಲ್ ಕ್ಷೇತ್ರದ ಹಲವು ಗ್ರಾಮಗಳಲ್ಲಿ ಬೆಳೆಹಾನಿ ವೀಕ್ಷಿಸಿದ ನವರಾತ್ರಿ ಪ್ರಯುಕ್ತ ದೇವರ ಕೃಪೆಗಾಗಿ, ರೈತರ, ತಮ್ಮ ಮತಕ್ಷೇತ್ರದ ಸರ್ವ ಜನರ ಒಳಿತಾಗಿ ದೇವರಲ್ಲಿ ಪ್ರಾರ್ಥಿಸುತ್ತಿದ್ದೇನೆ, ನವರಾತ್ರಿಯಲ್ಲಿ ತಾಯಿ ದೇವಿಯ ಕೃಪೆಯಾಗಲಿ ಎಂದು ಬರಿಗಾಲಲ್ಲಿ ಒಂಬತ್ತು ದಿನಗಳವರೆಗೆ ನಿರಂತರವಾಗಿ ದೇವಿಯ ಸ್ಮರಣೆ ಮಾಡಲಾಗುತ್ತದೆ, ನನ್ನ ಮತಕ್ಷೇತ್ರದ ಜನರ ಒಳಿತಿಗಾಗಿ ನಾನು ದೇವರಲ್ಲಿ ಪ್ರಾರ್ಥನೆ ಮಾಡುತ್ತಿದ್ದು, ಇಂದು ಬೆಳೆಹಾನಿ ವೀಕ್ಷಿಸಲು ಬಂದಿದ್ದು, ರೈತರ ಒಳಿತಿಗಾಗಿ ನಾನು ಯಾವಾಗಲು ದೇವಸ್ಮರಣೆ ಮಾಡುತ್ತೇನೆ.	[199, 368, 481, 430]
story1-column-6: ರೈತರಲ್ಲಿ ಜಾಗೃತಿ ಮೂಡಿಸಲು ತಿಳಿಸಿ ಎಂದು ಸೂಚಿಸಿದರು. ಈ ವೇಳೆ ಮಾತನಾಡಿದ ಶಾಸಕ ಕಂದಕೂರ ಅವರು, ಎನ್ ಡೀರ್ ಎಫ್ ನಿಯಮವಾಸಿಗಾರ ಸರ್ಕಾರ ಎಕರೆ ಹೆಕ್ಟೇರ್ 8500 ರೂ.ಮಾತ್ರ ನಿಗದಿಪಡಿಸಿದೆ. ಇದರ ಜಮೀನಿನಲ್ಲಿ ಬೆಳೆದ ಕಳೆ ತೆಗೆಯಲಿ ಸಾಲುವುದಿಲ್ಲ. ರೈತರು ಈಗಾಗಲೇ ತೊಂದರೆಯಲ್ಲಿದ್ದಾರೆ. ತೊಗರಿ, ಹೆಸರು ಮತ್ತು ಹೆಸರು ಹಾಳಾಗಿವೆ ಎಂದರು. ಬೆಳೆ ಸಮೀಕ್ಷೆ ಕಾರ್ಯ ಇನ್ನೂ ಪ್ರಗತಿಯಲ್ಲಿದೆ. ವರದಿ ಬಂದ ತಕ್ಷಣ ನನ್ನ ಕ್ಷೇತ್ರದಲ್ಲಿ ಆದ ಹಾನಿ ಕುರಿತು ಸಿಎಂ, ಡಿಸಿಎಂ, ಕಂದಾಯ ಮತ್ತು ಜಿಲ್ಲಾ ಉಸ್ತುವಾರಿ ಸಚಿವರ ಗಮನಕ್ಕೆ ತಂದು ಹೆಚ್ಚಿನ ಪರಿಹಾರಕ್ಕೆ ಒತ್ತಾಯ ಮಾಡುತ್ತೇನೆ ಎಂದು ಹೇಳಿದರು. ಈ ಸಂದರ್ಭದಲ್ಲಿ ಜೆಡಿಎಸ್ ಜಿಲ್ಲಾಧ್ಯಕ್ಷ ಸುಭಾಷಚಂದ್ರ ಕಟಕಟೆ, ಮಲ್ಲಣಗೌಡ ಕೌಳೂರು, ಅಜಯರೆಡ್ಡಿ ಎಲ್ಹೇರಿ, ಶರಣಗೌಡ ಕಾಡಿಪ್ಪ, ರವಿಗೌಡ ಕಾಡಿಪ್ಪ, ಮಲ್ಹಾರ, ವೆಂಕಟರೆಡ್ಡಿ ಕೌಳೂರು, ಲಕ್ಷ್ಮಣ ನಾಯಕ ಕೂಡ್ಲೂರು, ಸಿದ್ದಣಗೌಡ, ಸಿದ್ದರಾಮರೆಡ್ಡಿಗೌಡ ಲಿಂಗೇರಿ, ಸಂಗಮೇಶ ಲಿಂಗೇರಿ, ಸೋಮರೆಡ್ಡಿ ಮೈಲಾಪುರದ್ದಿ ಸಾವೂರ, ಬಂದ್ಲಾಗೌಡ, ರುದ್ರಪ್ಪಗೌಡ ಅನೂರ ಕೆ, ಅಶಪ್ಪ ಅನೂರ ಬಿ, ಬಸರೆಡ್ಡಿಗೌಡ ಹೆಗ್ಗಣಗೇರಾ, ಚಂದ್ರುಗೌಡ, ರಾಜೆ ಗೌಡ ಹೆಗ್ಗಣಗೇರಾ ಇದ್ದರು.	[807, 175, 951, 522]
